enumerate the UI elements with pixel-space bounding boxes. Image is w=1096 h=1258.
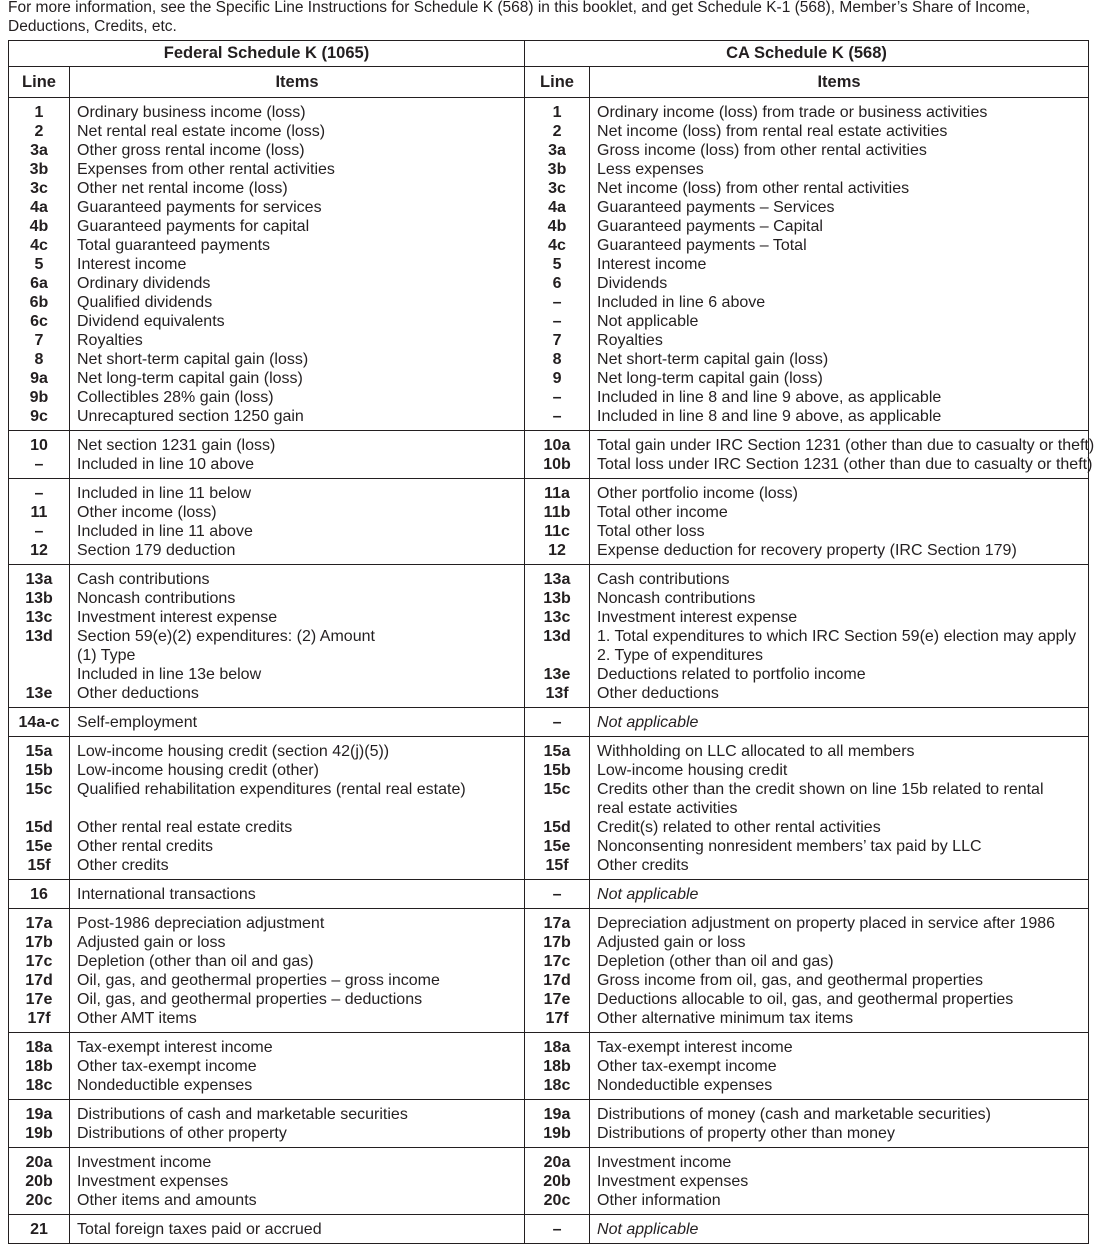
federal-item: Nondeductible expenses xyxy=(77,1077,253,1094)
ca-item: Cash contributions xyxy=(597,571,730,588)
ca-item: Net income (loss) from other rental activities xyxy=(597,180,910,197)
federal-item: Guaranteed payments for services xyxy=(77,199,322,216)
federal-item: (1) Type xyxy=(77,647,136,664)
ca-item-cell xyxy=(590,1148,1089,1215)
federal-line-number: 17f xyxy=(27,1010,51,1027)
ca-item: Gross income from oil, gas, and geothermal properties xyxy=(597,972,983,989)
ca-line-number: 13f xyxy=(545,685,569,702)
federal-item: Dividend equivalents xyxy=(77,313,225,330)
federal-line-number: 9c xyxy=(30,408,48,425)
ca-line-number: 18c xyxy=(543,1077,571,1094)
ca-line-number: 18b xyxy=(543,1058,571,1075)
table-row xyxy=(9,737,1089,880)
federal-item: Section 59(e)(2) expenditures: (2) Amount xyxy=(77,628,375,645)
ca-item: Distributions of property other than money xyxy=(597,1125,895,1142)
federal-line-number: 6c xyxy=(30,313,48,330)
ca-item: Distributions of money (cash and marketable securities) xyxy=(597,1106,991,1123)
ca-item: Deductions related to portfolio income xyxy=(597,666,866,683)
federal-line-number: 7 xyxy=(34,332,44,349)
federal-line-number: 16 xyxy=(30,886,48,903)
ca-line-number-cell xyxy=(525,1100,590,1148)
ca-line-number-cell xyxy=(525,708,590,737)
ca-line-number: 3a xyxy=(548,142,566,159)
ca-line-number-cell xyxy=(525,1148,590,1215)
table-row xyxy=(9,98,1089,431)
ca-line-number-cell xyxy=(525,1215,590,1244)
ca-item: Other credits xyxy=(597,857,689,874)
ca-line-number-cell xyxy=(525,98,590,431)
federal-item: Collectibles 28% gain (loss) xyxy=(77,389,274,406)
federal-schedule-title: Federal Schedule K (1065) xyxy=(9,41,525,67)
federal-item: Distributions of other property xyxy=(77,1125,287,1142)
ca-item: Guaranteed payments – Capital xyxy=(597,218,823,235)
ca-line-number: – xyxy=(552,714,562,731)
federal-line-number: 15a xyxy=(25,743,53,760)
ca-line-number: 17d xyxy=(543,972,571,989)
ca-line-number-cell xyxy=(525,880,590,909)
federal-item: Cash contributions xyxy=(77,571,210,588)
federal-item: Included in line 11 above xyxy=(77,523,253,540)
ca-item-cell xyxy=(590,880,1089,909)
federal-item: Interest income xyxy=(77,256,187,273)
federal-line-number: 15f xyxy=(27,857,51,874)
federal-line-number: 3c xyxy=(30,180,48,197)
federal-line-number: 9a xyxy=(30,370,48,387)
ca-item: Included in line 6 above xyxy=(597,294,766,311)
federal-line-number: 17e xyxy=(25,991,53,1008)
federal-line-number: 17a xyxy=(25,915,53,932)
federal-line-number-cell xyxy=(9,98,70,431)
federal-item: Net section 1231 gain (loss) xyxy=(77,437,276,454)
table-row xyxy=(9,880,1089,909)
federal-item: Low-income housing credit (section 42(j)(5)) xyxy=(77,743,390,760)
federal-line-number xyxy=(9,799,69,818)
ca-line-number xyxy=(525,799,589,818)
ca-item: Low-income housing credit xyxy=(597,762,788,779)
federal-line-number: 21 xyxy=(30,1221,48,1238)
federal-line-number xyxy=(9,665,69,684)
federal-item: Other deductions xyxy=(77,685,199,702)
federal-line-number: 20c xyxy=(25,1192,53,1209)
ca-line-number: – xyxy=(552,408,562,425)
federal-item: Noncash contributions xyxy=(77,590,236,607)
ca-line-number: 19a xyxy=(543,1106,571,1123)
federal-line-number: 18b xyxy=(25,1058,53,1075)
ca-item: Guaranteed payments – Services xyxy=(597,199,835,216)
federal-item: Expenses from other rental activities xyxy=(77,161,335,178)
federal-line-number: – xyxy=(34,456,44,473)
ca-item: Dividends xyxy=(597,275,668,292)
federal-line-number: 15e xyxy=(25,838,53,855)
ca-item: Depletion (other than oil and gas) xyxy=(597,953,834,970)
ca-item: Other information xyxy=(597,1192,721,1209)
ca-line-number: 15d xyxy=(543,819,571,836)
ca-line-number: 15c xyxy=(543,781,571,798)
federal-item: Oil, gas, and geothermal properties – deductions xyxy=(77,991,423,1008)
federal-line-number: 3a xyxy=(30,142,48,159)
ca-line-number: 20b xyxy=(543,1173,571,1190)
ca-line-number: 15b xyxy=(543,762,571,779)
federal-line-number: 8 xyxy=(34,351,44,368)
federal-line-number-cell xyxy=(9,1215,70,1244)
ca-item: Included in line 8 and line 9 above, as applicable xyxy=(597,389,942,406)
ca-item-cell xyxy=(590,708,1089,737)
ca-item: Gross income (loss) from other rental activities xyxy=(597,142,927,159)
federal-item-cell xyxy=(70,479,525,565)
ca-item: Credits other than the credit shown on line 15b related to rental xyxy=(597,781,1044,798)
federal-item: Included in line 13e below xyxy=(77,666,262,683)
federal-line-number-cell xyxy=(9,1148,70,1215)
table-row xyxy=(9,909,1089,1033)
ca-item-cell xyxy=(590,1215,1089,1244)
federal-line-header: Line xyxy=(9,67,70,98)
ca-line-number: 10b xyxy=(543,456,571,473)
ca-item-cell xyxy=(590,565,1089,708)
federal-item-cell xyxy=(70,1033,525,1100)
ca-line-number: 8 xyxy=(552,351,562,368)
ca-line-header: Line xyxy=(525,67,590,98)
ca-item: Withholding on LLC allocated to all members xyxy=(597,743,915,760)
federal-line-number: 15b xyxy=(25,762,53,779)
ca-line-number: – xyxy=(552,294,562,311)
federal-line-number: 17b xyxy=(25,934,53,951)
federal-item-cell xyxy=(70,1148,525,1215)
ca-item: Tax-exempt interest income xyxy=(597,1039,793,1056)
federal-line-number: 13c xyxy=(25,609,53,626)
ca-line-number: 1 xyxy=(552,104,562,121)
federal-item: Distributions of cash and marketable securities xyxy=(77,1106,408,1123)
federal-line-number: 6b xyxy=(29,294,49,311)
federal-line-number-cell xyxy=(9,880,70,909)
ca-line-number: 13c xyxy=(543,609,571,626)
ca-item: Noncash contributions xyxy=(597,590,756,607)
federal-line-number-cell xyxy=(9,909,70,1033)
federal-line-number: 18a xyxy=(25,1039,53,1056)
ca-line-number: 12 xyxy=(548,542,566,559)
federal-line-number: 18c xyxy=(25,1077,53,1094)
federal-line-number xyxy=(9,646,69,665)
table-row xyxy=(9,1100,1089,1148)
federal-item: Investment expenses xyxy=(77,1173,229,1190)
ca-line-number: 3b xyxy=(547,161,567,178)
federal-line-number-cell xyxy=(9,479,70,565)
ca-line-number: 6 xyxy=(552,275,562,292)
federal-line-number: 19a xyxy=(25,1106,53,1123)
ca-item: Other deductions xyxy=(597,685,719,702)
ca-item: Guaranteed payments – Total xyxy=(597,237,807,254)
federal-item-cell xyxy=(70,98,525,431)
ca-item: Included in line 8 and line 9 above, as applicable xyxy=(597,408,942,425)
federal-item-cell xyxy=(70,909,525,1033)
federal-item-cell xyxy=(70,880,525,909)
ca-item: Investment interest expense xyxy=(597,609,798,626)
table-row xyxy=(9,1033,1089,1100)
ca-item: Investment expenses xyxy=(597,1173,749,1190)
federal-item: Net long-term capital gain (loss) xyxy=(77,370,303,387)
federal-item-cell xyxy=(70,737,525,880)
ca-item: Nondeductible expenses xyxy=(597,1077,773,1094)
intro-text: For more information, see the Specific Line Instructions for Schedule K (568) in this booklet, and get Schedule K-1 (568), Member’s Share of Income, Deductions, Credits, etc. xyxy=(8,0,1031,35)
ca-item-cell xyxy=(590,98,1089,431)
ca-line-number: 13d xyxy=(543,628,571,645)
federal-item: Other net rental income (loss) xyxy=(77,180,288,197)
federal-item: Qualified rehabilitation expenditures (rental real estate) xyxy=(77,781,466,798)
schedule-k-comparison-table xyxy=(8,40,1095,1244)
federal-line-number: – xyxy=(34,523,44,540)
federal-item: Guaranteed payments for capital xyxy=(77,218,310,235)
ca-line-number: 20a xyxy=(543,1154,571,1171)
ca-item: Total gain under IRC Section 1231 (other than due to casualty or theft) xyxy=(597,437,1095,454)
ca-line-number: 15f xyxy=(545,857,569,874)
ca-line-number: – xyxy=(552,1221,562,1238)
federal-line-number: 14a-c xyxy=(18,714,60,731)
federal-line-number: 11 xyxy=(30,504,48,521)
ca-item: Credit(s) related to other rental activities xyxy=(597,819,881,836)
ca-item-cell xyxy=(590,737,1089,880)
federal-item: Other gross rental income (loss) xyxy=(77,142,305,159)
federal-item: Other credits xyxy=(77,857,169,874)
federal-item: Qualified dividends xyxy=(77,294,213,311)
ca-item-cell xyxy=(590,909,1089,1033)
ca-line-number: 19b xyxy=(543,1125,571,1142)
federal-item: Other income (loss) xyxy=(77,504,217,521)
ca-item: Ordinary income (loss) from trade or business activities xyxy=(597,104,988,121)
ca-item: Interest income xyxy=(597,256,707,273)
ca-line-number: 4a xyxy=(548,199,566,216)
federal-line-number-cell xyxy=(9,431,70,479)
ca-line-number-cell xyxy=(525,431,590,479)
ca-line-number xyxy=(525,646,589,665)
ca-schedule-title: CA Schedule K (568) xyxy=(525,41,1089,67)
ca-item: Less expenses xyxy=(597,161,704,178)
ca-line-number: 13a xyxy=(543,571,571,588)
ca-item: Royalties xyxy=(597,332,663,349)
ca-line-number: 13e xyxy=(543,666,571,683)
federal-items-header: Items xyxy=(70,67,525,98)
federal-item xyxy=(77,799,524,818)
table-row xyxy=(9,1215,1089,1244)
ca-item-cell xyxy=(590,1100,1089,1148)
federal-item: Investment income xyxy=(77,1154,212,1171)
ca-items-header: Items xyxy=(590,67,1089,98)
table-row xyxy=(9,479,1089,565)
ca-line-number-cell xyxy=(525,737,590,880)
federal-line-number: 4b xyxy=(29,218,49,235)
ca-line-number: 17b xyxy=(543,934,571,951)
ca-item: Net long-term capital gain (loss) xyxy=(597,370,823,387)
federal-item: Post-1986 depreciation adjustment xyxy=(77,915,325,932)
ca-line-number: 5 xyxy=(552,256,562,273)
federal-item: Other tax-exempt income xyxy=(77,1058,257,1075)
ca-line-number: 10a xyxy=(543,437,571,454)
ca-line-number: – xyxy=(552,389,562,406)
federal-item: Other AMT items xyxy=(77,1010,197,1027)
ca-line-number: 15a xyxy=(543,743,571,760)
ca-line-number: – xyxy=(552,313,562,330)
federal-item: Other items and amounts xyxy=(77,1192,257,1209)
ca-line-number: 11a xyxy=(544,485,570,502)
federal-item: Other rental credits xyxy=(77,838,214,855)
ca-line-number: 2 xyxy=(552,123,562,140)
ca-line-number: 15e xyxy=(543,838,571,855)
federal-item: Net rental real estate income (loss) xyxy=(77,123,326,140)
federal-item: Unrecaptured section 1250 gain xyxy=(77,408,304,425)
ca-item: Not applicable xyxy=(597,313,699,330)
ca-line-number-cell xyxy=(525,1033,590,1100)
ca-line-number: 17e xyxy=(543,991,571,1008)
federal-item: Other rental real estate credits xyxy=(77,819,293,836)
ca-item: Not applicable xyxy=(597,886,699,903)
federal-line-number: 13d xyxy=(25,628,53,645)
ca-line-number-cell xyxy=(525,909,590,1033)
federal-item: Investment interest expense xyxy=(77,609,278,626)
table-row xyxy=(9,565,1089,708)
ca-item: Not applicable xyxy=(597,1221,699,1238)
federal-line-number: 13a xyxy=(25,571,53,588)
federal-line-number: 20a xyxy=(25,1154,53,1171)
ca-line-number-cell xyxy=(525,565,590,708)
ca-item: 1. Total expenditures to which IRC Section 59(e) election may apply xyxy=(597,628,1077,645)
federal-item-cell xyxy=(70,1100,525,1148)
ca-item: Total other loss xyxy=(597,523,705,540)
federal-line-number: 17c xyxy=(25,953,53,970)
ca-item-cell xyxy=(590,479,1089,565)
ca-item: Total other income xyxy=(597,504,728,521)
federal-line-number: 5 xyxy=(34,256,44,273)
ca-item-cell xyxy=(590,431,1095,479)
federal-line-number: 15d xyxy=(25,819,53,836)
federal-item: Royalties xyxy=(77,332,143,349)
ca-item: Other alternative minimum tax items xyxy=(597,1010,854,1027)
ca-item: Not applicable xyxy=(597,714,699,731)
federal-line-number-cell xyxy=(9,737,70,880)
federal-line-number: 3b xyxy=(29,161,49,178)
ca-item: Deductions allocable to oil, gas, and geothermal properties xyxy=(597,991,1014,1008)
federal-line-number: – xyxy=(34,485,44,502)
ca-line-number: 17c xyxy=(543,953,571,970)
ca-item-cell xyxy=(590,1033,1089,1100)
ca-item: 2. Type of expenditures xyxy=(597,647,764,664)
ca-line-number: 4c xyxy=(548,237,566,254)
ca-item: Nonconsenting nonresident members’ tax paid by LLC xyxy=(597,838,982,855)
federal-line-number: 1 xyxy=(34,104,44,121)
federal-line-number-cell xyxy=(9,708,70,737)
federal-item: Section 179 deduction xyxy=(77,542,236,559)
federal-item-cell xyxy=(70,431,525,479)
federal-line-number: 9b xyxy=(29,389,49,406)
federal-item-cell xyxy=(70,1215,525,1244)
ca-line-number: 13b xyxy=(543,590,571,607)
ca-line-number: 17f xyxy=(545,1010,569,1027)
federal-item: Oil, gas, and geothermal properties – gross income xyxy=(77,972,440,989)
federal-line-number: 6a xyxy=(30,275,48,292)
ca-item: Investment income xyxy=(597,1154,732,1171)
table-row xyxy=(9,431,1089,479)
ca-item: Net income (loss) from rental real estate activities xyxy=(597,123,948,140)
federal-item: Total guaranteed payments xyxy=(77,237,271,254)
federal-line-number-cell xyxy=(9,565,70,708)
ca-line-number: 9 xyxy=(552,370,562,387)
federal-item: Included in line 11 below xyxy=(77,485,252,502)
federal-item: Included in line 10 above xyxy=(77,456,255,473)
federal-line-number: 13e xyxy=(25,685,53,702)
federal-line-number-cell xyxy=(9,1033,70,1100)
table-row xyxy=(9,708,1089,737)
ca-item: Other portfolio income (loss) xyxy=(597,485,798,502)
federal-line-number: 2 xyxy=(34,123,44,140)
federal-item: Depletion (other than oil and gas) xyxy=(77,953,314,970)
ca-item: Other tax-exempt income xyxy=(597,1058,777,1075)
federal-item-cell xyxy=(70,565,525,708)
federal-line-number: 20b xyxy=(25,1173,53,1190)
federal-line-number: 4c xyxy=(30,237,48,254)
federal-line-number: 17d xyxy=(25,972,53,989)
federal-line-number: 15c xyxy=(25,781,53,798)
federal-item: Self-employment xyxy=(77,714,198,731)
federal-item: Tax-exempt interest income xyxy=(77,1039,273,1056)
federal-item: Low-income housing credit (other) xyxy=(77,762,319,779)
federal-line-number: 10 xyxy=(30,437,48,454)
ca-line-number: 7 xyxy=(552,332,562,349)
ca-line-number-cell xyxy=(525,479,590,565)
ca-line-number: 11c xyxy=(544,523,570,540)
federal-line-number: 4a xyxy=(30,199,48,216)
federal-line-number: 13b xyxy=(25,590,53,607)
ca-item: Adjusted gain or loss xyxy=(597,934,746,951)
ca-item: Expense deduction for recovery property (IRC Section 179) xyxy=(597,542,1017,559)
ca-item: real estate activities xyxy=(597,800,738,817)
federal-item: International transactions xyxy=(77,886,256,903)
ca-line-number: 4b xyxy=(547,218,567,235)
ca-line-number: 3c xyxy=(548,180,566,197)
ca-item: Net short-term capital gain (loss) xyxy=(597,351,829,368)
federal-line-number-cell xyxy=(9,1100,70,1148)
ca-line-number: – xyxy=(552,886,562,903)
ca-line-number: 11b xyxy=(543,504,571,521)
federal-line-number: 12 xyxy=(30,542,48,559)
federal-item: Net short-term capital gain (loss) xyxy=(77,351,309,368)
federal-item: Ordinary business income (loss) xyxy=(77,104,306,121)
ca-item: Depreciation adjustment on property placed in service after 1986 xyxy=(597,915,1056,932)
ca-line-number: 20c xyxy=(543,1192,571,1209)
ca-line-number: 18a xyxy=(543,1039,571,1056)
federal-item: Total foreign taxes paid or accrued xyxy=(77,1221,322,1238)
federal-item: Ordinary dividends xyxy=(77,275,211,292)
federal-item: Adjusted gain or loss xyxy=(77,934,226,951)
ca-line-number: 17a xyxy=(543,915,571,932)
table-row xyxy=(9,1148,1089,1215)
ca-item: Total loss under IRC Section 1231 (other than due to casualty or theft) xyxy=(597,456,1093,473)
federal-item-cell xyxy=(70,708,525,737)
federal-line-number: 19b xyxy=(25,1125,53,1142)
schedule-k-body xyxy=(9,98,1095,1244)
